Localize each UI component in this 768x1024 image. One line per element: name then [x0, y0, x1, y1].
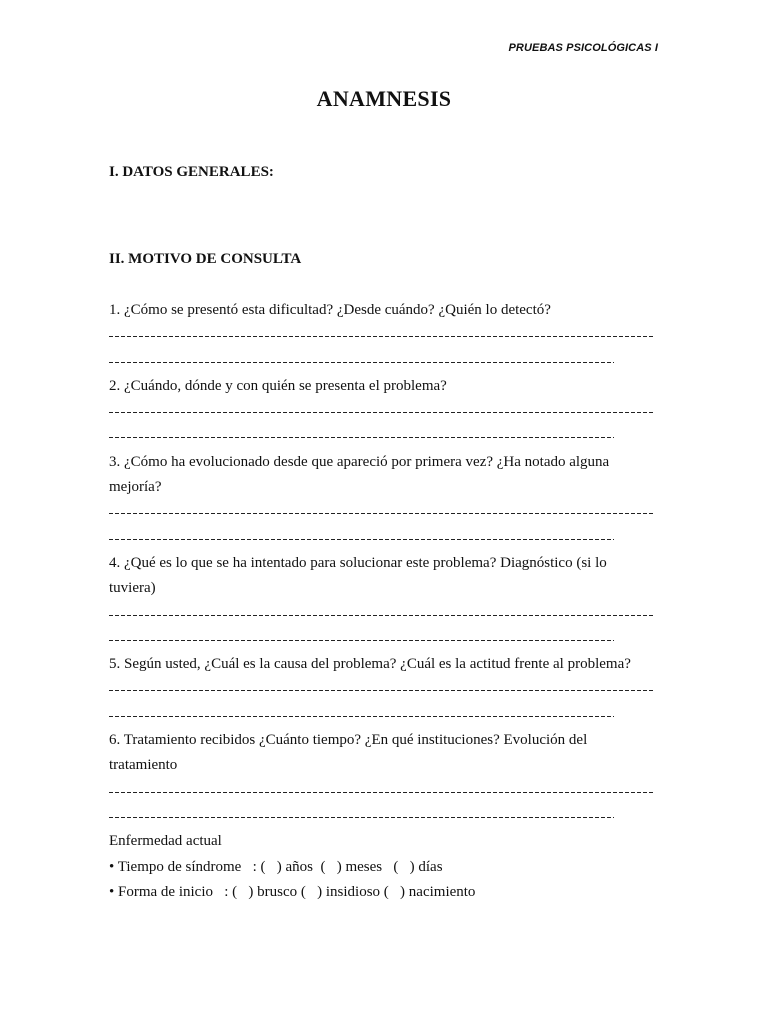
answer-line[interactable] [109, 526, 657, 551]
questions-block [109, 298, 657, 905]
page-title: ANAMNESIS [316, 86, 452, 111]
forma-inicio-options[interactable]: • Forma de inicio : ( ) brusco ( ) insidioso ( ) nacimiento [109, 883, 476, 900]
section-datos-generales: I. DATOS GENERALES: [109, 164, 274, 180]
question-text: 6. Tratamiento recibidos ¿Cuánto tiempo? ¿En qué instituciones? Evolución del [109, 732, 588, 749]
answer-line[interactable] [109, 602, 657, 627]
question-text-cont: mejoría? [109, 479, 162, 496]
answer-line[interactable] [109, 627, 657, 652]
question-text: 1. ¿Cómo se presentó esta dificultad? ¿Desde cuándo? ¿Quién lo detectó? [109, 302, 551, 318]
answer-line[interactable] [109, 424, 657, 449]
question-1 [109, 298, 657, 374]
section-motivo-consulta: II. MOTIVO DE CONSULTA [109, 251, 302, 267]
question-text: 2. ¿Cuándo, dónde y con quién se presenta el problema? [109, 377, 447, 394]
answer-line[interactable] [109, 779, 657, 804]
question-5 [109, 652, 657, 728]
question-6 [109, 728, 657, 829]
answer-line[interactable] [109, 677, 657, 702]
answer-line[interactable] [109, 323, 657, 348]
tiempo-sindrome-options[interactable]: • Tiempo de síndrome : ( ) años ( ) meses ( ) días [109, 858, 443, 875]
enfermedad-actual [109, 829, 657, 905]
question-2 [109, 374, 657, 450]
answer-line[interactable] [109, 804, 657, 829]
question-text: 4. ¿Qué es lo que se ha intentado para solucionar este problema? Diagnóstico (si lo [109, 554, 607, 571]
question-text-cont: tratamiento [109, 757, 178, 774]
answer-line[interactable] [109, 399, 657, 424]
enfermedad-title: Enfermedad actual [109, 833, 222, 850]
question-text-cont: tuviera) [109, 580, 156, 597]
answer-line[interactable] [109, 500, 657, 525]
question-text: 3. ¿Cómo ha evolucionado desde que apareció por primera vez? ¿Ha notado alguna [109, 453, 610, 470]
question-3 [109, 450, 657, 551]
question-text: 5. Según usted, ¿Cuál es la causa del problema? ¿Cuál es la actitud frente al problema? [109, 656, 631, 673]
question-4 [109, 551, 657, 652]
answer-line[interactable] [109, 349, 657, 374]
course-header: PRUEBAS PSICOLÓGICAS I [508, 42, 658, 54]
answer-line[interactable] [109, 703, 657, 728]
